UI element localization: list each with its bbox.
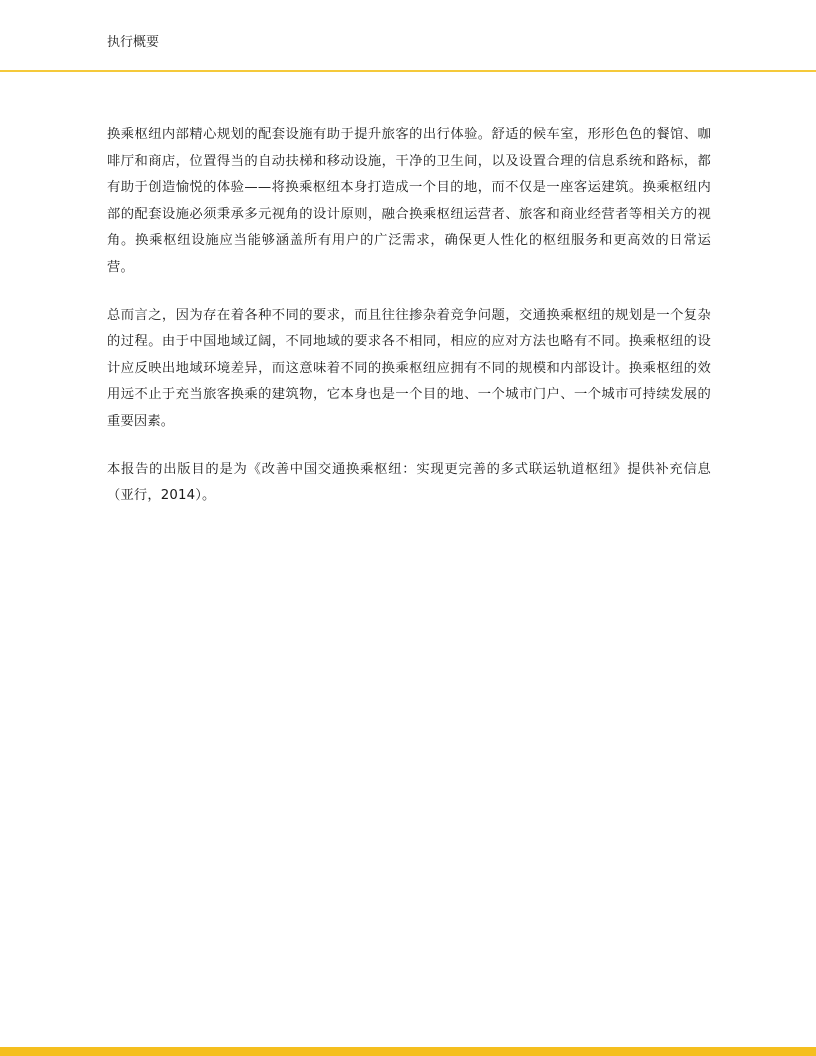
paragraph-purpose: 本报告的出版目的是为《改善中国交通换乘枢纽：实现更完善的多式联运轨道枢纽》提供补充信息（亚行，2014）。 (107, 461, 711, 504)
main-content (107, 122, 711, 531)
footer-accent-bar (0, 1047, 816, 1056)
paragraph-summary: 总而言之，因为存在着各种不同的要求，而且往往掺杂着竞争问题，交通换乘枢纽的规划是一个复杂的过程。由于中国地域辽阔，不同地域的要求各不相同，相应的应对方法也略有不同。换乘枢纽的设计应反映出地域环境差异，而这意味着不同的换乘枢纽应拥有不同的规模和内部设计。换乘枢纽的效用远不止于充当旅客换乘的建筑物，它本身也是一个目的地、一个城市门户、一个城市可持续发展的重要因素。 (107, 307, 711, 429)
header-title: 执行概要 (107, 35, 160, 50)
page-header (0, 0, 816, 72)
paragraph-facilities: 换乘枢纽内部精心规划的配套设施有助于提升旅客的出行体验。舒适的候车室，形形色色的餐馆、咖啡厅和商店，位置得当的自动扶梯和移动设施，干净的卫生间，以及设置合理的信息系统和路标，都有助于创造愉悦的体验——将换乘枢纽本身打造成一个目的地，而不仅是一座客运建筑。换乘枢纽内部的配套设施必须秉承多元视角的设计原则，融合换乘枢纽运营者、旅客和商业经营者等相关方的视角。换乘枢纽设施应当能够涵盖所有用户的广泛需求，确保更人性化的枢纽服务和更高效的日常运营。 (107, 127, 711, 275)
